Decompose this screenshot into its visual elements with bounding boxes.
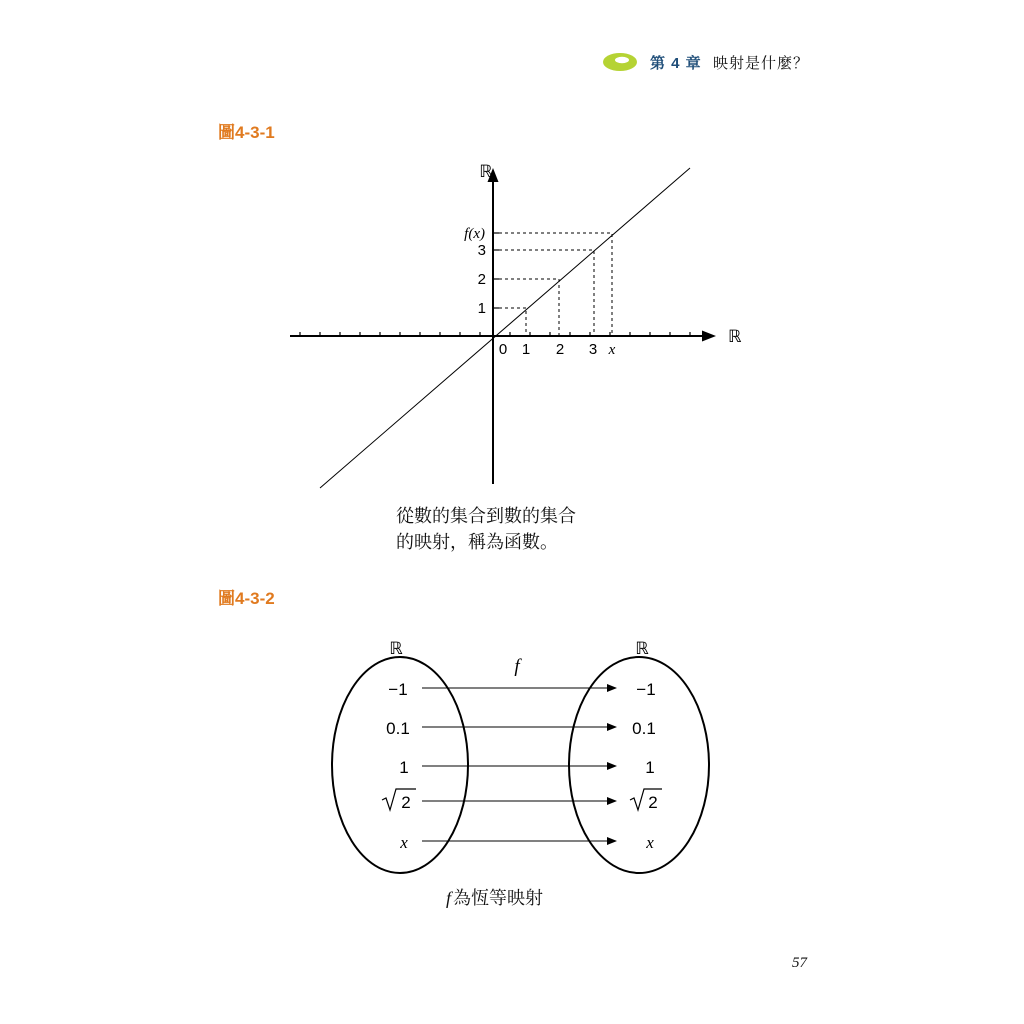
domain-set-label: ℝ [389,639,403,658]
caption-text: 為恆等映射 [453,888,544,908]
function-graph [280,150,750,495]
chapter-title: 映射是什麼？ [713,55,810,72]
svg-text:2: 2 [648,793,658,812]
figure-caption-1 [396,503,576,555]
codomain-set-label: ℝ [635,639,649,658]
chapter-number: 第 4 章 [650,55,702,72]
mapping-diagram [320,630,720,875]
figure-label-1: 圖4-3-1 [218,123,275,142]
y-axis-label: ℝ [479,162,493,181]
mapping-arrows [422,688,616,841]
codomain-element: 0.1 [632,719,656,738]
map-label: f [514,656,520,677]
domain-element: −1 [388,680,408,699]
dashed-guides [493,233,612,336]
page-number: 57 [792,955,807,971]
domain-element: x [400,833,408,852]
codomain-element: x [646,833,654,852]
domain-element-sqrt [382,789,416,812]
caption-function-symbol: f [446,888,452,908]
y-tick-1: 1 [477,300,486,317]
codomain-element: 1 [645,758,655,777]
y-tick-3: 3 [477,242,486,259]
sqrt-symbol-icon [382,789,416,810]
chapter-ring-icon [600,50,644,74]
x-tick-0: 0 [498,341,508,358]
x-tick-1: 1 [521,341,531,358]
codomain-element-sqrt [630,789,662,812]
y-tick-2: 2 [477,271,486,288]
caption-line-1: 從數的集合到數的集合 [396,506,576,526]
figure-label-2: 圖4-3-2 [218,589,275,608]
x-axis-label: ℝ [728,327,742,346]
x-axis-arrow-icon [702,331,716,342]
domain-element: 1 [399,758,409,777]
y-tick-fx: f(x) [464,226,485,242]
x-tick-3: 3 [588,341,598,358]
figure-caption-2 [446,884,543,910]
domain-element: 0.1 [386,719,410,738]
x-tick-2: 2 [555,341,565,358]
codomain-element: −1 [636,680,656,699]
svg-text:2: 2 [401,793,411,812]
identity-line [320,168,690,488]
x-tick-x: x [608,342,616,358]
caption-line-2: 的映射，稱為函數。 [396,532,558,552]
